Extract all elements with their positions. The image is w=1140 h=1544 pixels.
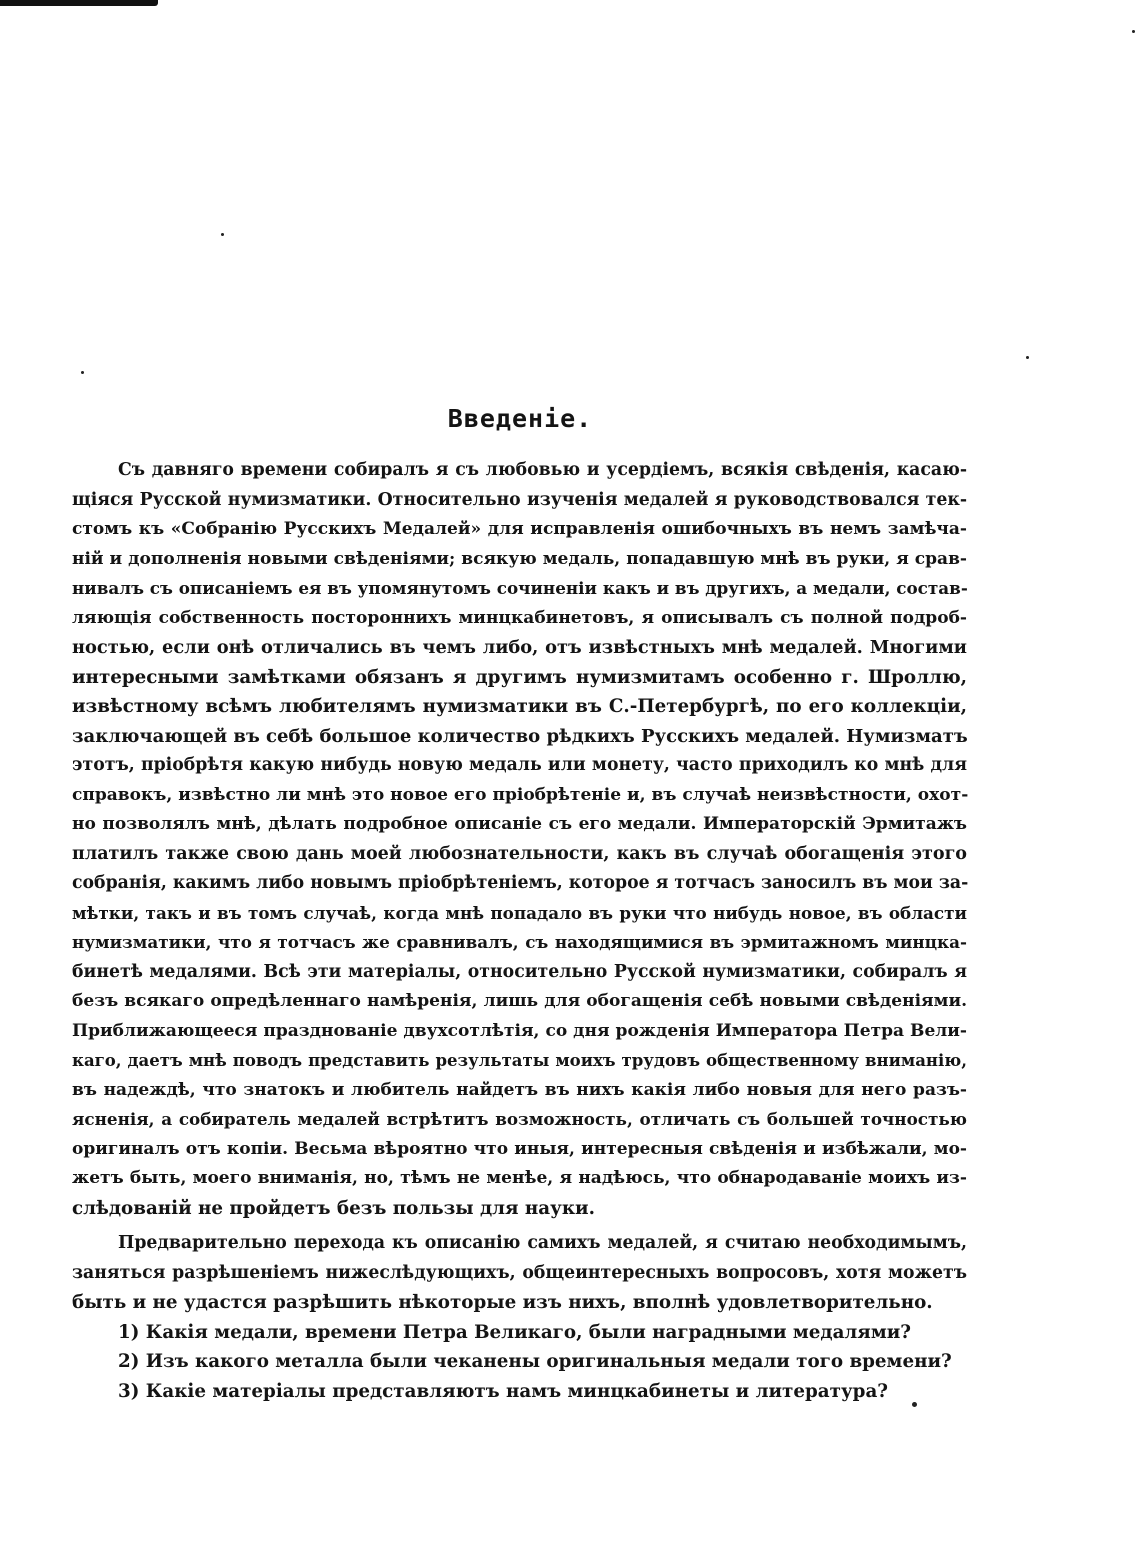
paragraph-line: заняться разрѣшеніемъ нижеслѣдующихъ, общеинтересныхъ вопросовъ, хотя можетъ	[72, 1262, 967, 1283]
paragraph-line: этотъ, пріобрѣтя какую нибудь новую медаль или монету, часто приходилъ ко мнѣ для	[72, 755, 967, 775]
scan-speck	[221, 233, 224, 236]
paragraph-line: ностью, если онѣ отличались въ чемъ либо, отъ извѣстныхъ мнѣ медалей. Многими	[72, 637, 967, 658]
paragraph-line: Съ давняго времени собиралъ я съ любовью и усердіемъ, всякія свѣденія, касаю-	[118, 460, 967, 480]
paragraph-line: нивалъ съ описаніемъ ея въ упомянутомъ сочиненіи какъ и въ другихъ, а медали, состав-	[72, 578, 968, 598]
paragraph-line: ній и дополненія новыми свѣденіями; всякую медаль, попадавшую мнѣ въ руки, я срав-	[72, 548, 967, 569]
paragraph-line: Предварительно перехода къ описанію самихъ медалей, я считаю необходимымъ,	[118, 1233, 967, 1253]
paragraph-line: нумизматики, что я тотчасъ же сравнивалъ, съ находящимися въ эрмитажномъ минцка-	[72, 932, 967, 952]
paragraph-line: ясненія, а собиратель медалей встрѣтитъ возможность, отличать съ большей точностью	[72, 1109, 967, 1129]
question-item: 3) Какіе матеріалы представляютъ намъ минцкабинеты и литература?	[118, 1380, 889, 1402]
scan-speck	[1132, 30, 1135, 33]
paragraph-line: но позволялъ мнѣ, дѣлать подробное описаніе съ его медали. Императорскій Эрмитажъ	[72, 814, 967, 834]
question-item: 2) Изъ какого металла были чеканены оригинальныя медали того времени?	[118, 1351, 952, 1372]
paragraph-line: щіяся Русской нумизматики. Относительно изученія медалей я руководствовался тек-	[72, 489, 967, 510]
paragraph-line: въ надеждѣ, что знатокъ и любитель найдетъ въ нихъ какія либо новыя для него разъ-	[72, 1079, 967, 1100]
document-body	[72, 456, 967, 1406]
paragraph-line: каго, даетъ мнѣ поводъ представить результаты моихъ трудовъ общественному вниманію,	[72, 1050, 967, 1070]
paragraph-line: бинетѣ медалями. Всѣ эти матеріалы, относительно Русской нумизматики, собиралъ я	[72, 961, 967, 982]
paragraph-line: слѣдованій не пройдетъ безъ пользы для науки.	[72, 1197, 595, 1219]
paragraph-line: извѣстному всѣмъ любителямъ нумизматики въ С.-Петербургѣ, по его коллекціи,	[72, 696, 967, 717]
scan-edge-mark	[0, 0, 158, 6]
scan-speck	[1026, 356, 1029, 359]
paragraph-line: оригиналъ отъ копіи. Весьма вѣроятно что иныя, интересныя свѣденія и избѣжали, мо-	[72, 1138, 967, 1159]
paragraph-line: мѣтки, такъ и въ томъ случаѣ, когда мнѣ попадало въ руки что нибудь новое, въ области	[72, 902, 967, 923]
paragraph-line: безъ всякаго опредѣленнаго намѣренія, лишь для обогащенія себѣ новыми свѣденіями.	[72, 991, 967, 1011]
paragraph-line: интересными замѣтками обязанъ я другимъ нумизмитамъ особенно г. Шроллю,	[72, 666, 967, 688]
paragraph-line: стомъ къ «Собранію Русскихъ Медалей» для исправленія ошибочныхъ въ немъ замѣча-	[72, 519, 967, 539]
scan-speck	[81, 371, 84, 374]
paragraph-line: ляющія собственность постороннихъ минцкабинетовъ, я описывалъ съ полной подроб-	[72, 607, 967, 628]
paragraph-line: жетъ быть, моего вниманія, но, тѣмъ не менѣе, я надѣюсь, что обнародаваніе моихъ из-	[72, 1168, 967, 1188]
paragraph-line: платилъ также свою дань моей любознательности, какъ въ случаѣ обогащенія этого	[72, 843, 967, 864]
paragraph-line: Приближающееся празднованіе двухсотлѣтія, со дня рожденія Императора Петра Вели-	[72, 1020, 967, 1041]
paragraph-line: быть и не удастся разрѣшить нѣкоторые изъ нихъ, вполнѣ удовлетворительно.	[72, 1292, 933, 1313]
paragraph-line: заключающей въ себѣ большое количество рѣдкихъ Русскихъ медалей. Нумизматъ	[72, 725, 968, 747]
paragraph-line: справокъ, извѣстно ли мнѣ это новое его пріобрѣтеніе и, въ случаѣ неизвѣстности, охот-	[72, 784, 969, 805]
section-title: Введеніе.	[447, 404, 593, 433]
question-item: 1) Какія медали, времени Петра Великаго, были наградными медалями?	[118, 1321, 911, 1343]
paragraph-line: собранія, какимъ либо новымъ пріобрѣтеніемъ, которое я тотчасъ заносилъ въ мои за-	[72, 873, 969, 893]
